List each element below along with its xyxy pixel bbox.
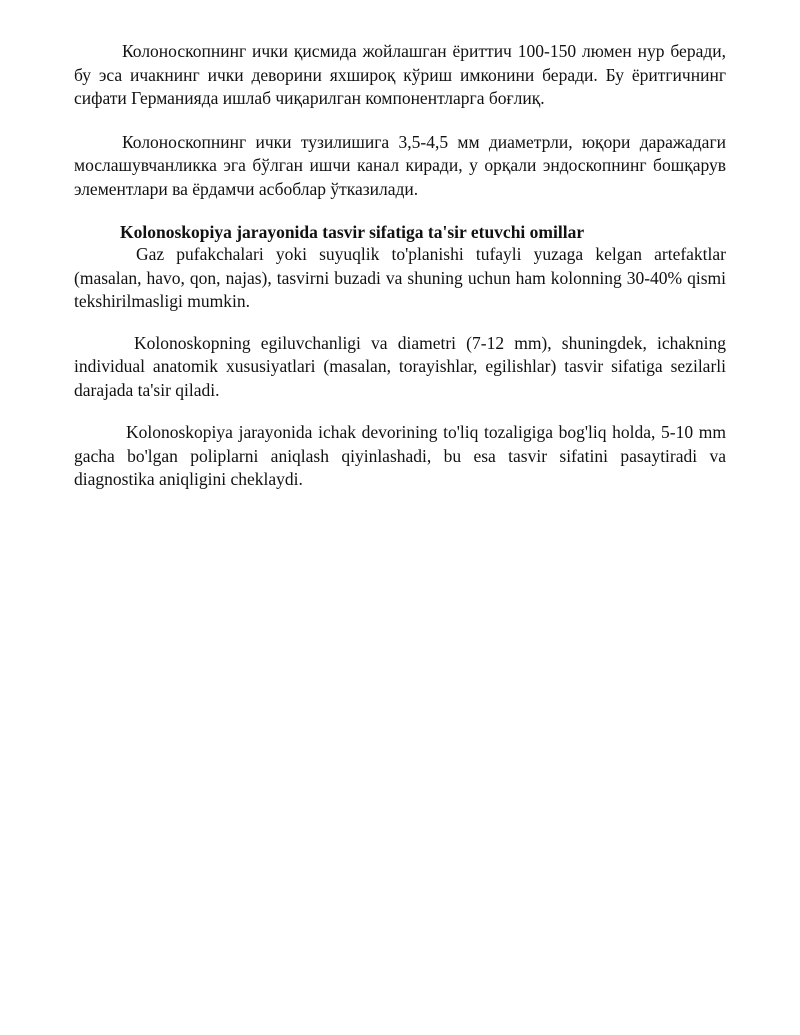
paragraph-illumination: Колоноскопнинг ички қисмида жойлашган ёриттич 100-150 люмен нур беради, бу эса ичакнинг ички деворини яхшироқ кўриш имконини беради. Бу ёритгичнинг сифати Германияда ишлаб чиқарилган компонентларга боғлиқ. xyxy=(74,41,726,108)
paragraph-artifacts: Gaz pufakchalari yoki suyuqlik to'planishi tufayli yuzaga kelgan artefaktlar (masalan, havo, qon, najas), tasvirni buzadi va shuning uchun ham kolonning 30-40% qismi tekshirilmasligi mumkin. xyxy=(74,244,726,311)
paragraph-polyps: Kolonoskopiya jarayonida ichak devorining to'liq tozaligiga bog'liq holda, 5-10 mm gacha bo'lgan poliplarni aniqlash qiyinlashadi, bu esa tasvir sifatini pasaytiradi va diagnostika aniqligini cheklaydi. xyxy=(74,422,726,489)
paragraph-flexibility: Kolonoskopning egiluvchanligi va diametri (7-12 mm), shuningdek, ichakning individual anatomik xususiyatlari (masalan, torayishlar, egilishlar) tasvir sifatiga sezilarli darajada ta'sir qiladi. xyxy=(74,332,726,400)
section-heading: Kolonoskopiya jarayonida tasvir sifatiga ta'sir etuvchi omillar xyxy=(120,222,585,242)
paragraph-working-channel: Колоноскопнинг ички тузилишига 3,5-4,5 мм диаметрли, юқори даражадаги мослашувчанликка эга бўлган ишчи канал киради, у орқали эндоскопнинг бошқарув элементлари ва ёрдамчи асбоблар ўтказилади. xyxy=(74,131,726,199)
document-page xyxy=(74,40,726,492)
